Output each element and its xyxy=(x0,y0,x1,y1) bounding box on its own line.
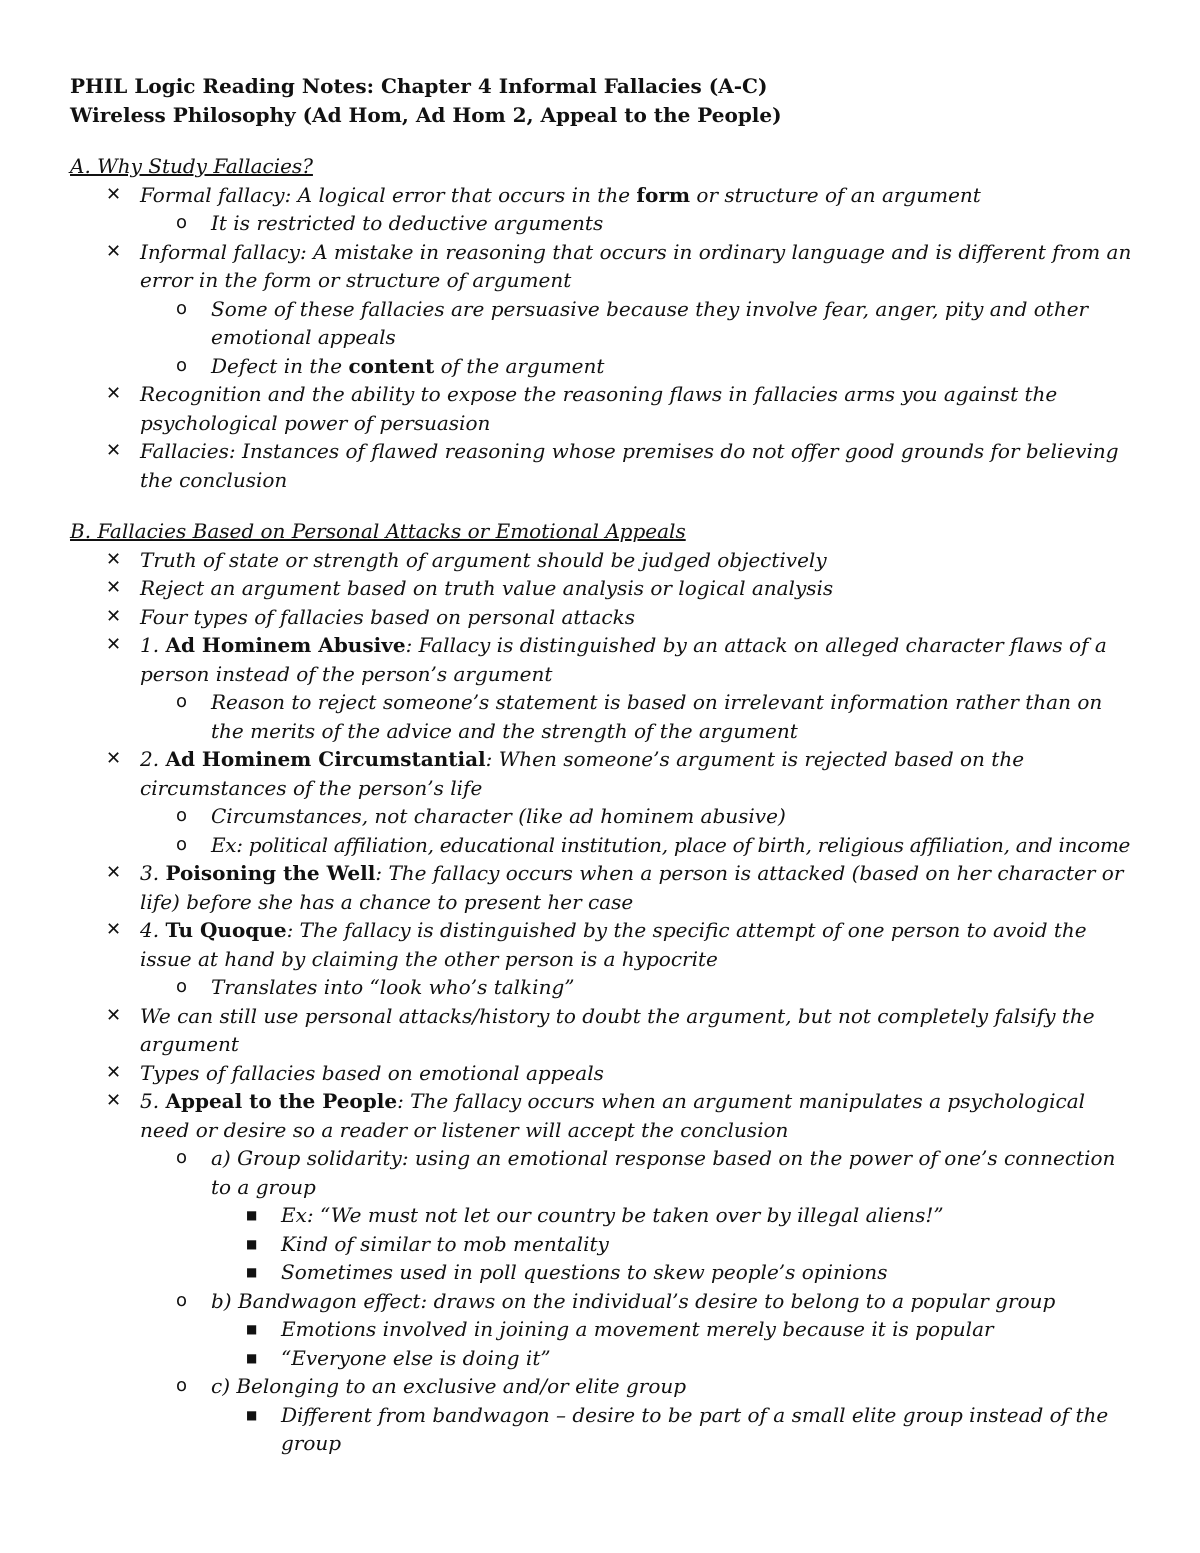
x-bullet-icon: ✕ xyxy=(106,634,122,655)
x-bullet-icon: ✕ xyxy=(106,440,122,461)
item-text: Types of fallacies based on emotional appeals xyxy=(140,1060,604,1085)
list-item xyxy=(70,1059,1135,1088)
fallacy-name: Tu Quoque xyxy=(165,918,287,942)
circle-bullet-icon: o xyxy=(176,976,188,997)
list-sub-item xyxy=(70,1144,1135,1201)
item-text: Reason to reject someone’s statement is based on irrelevant information rather than on the merits of the advice and the strength of the argument xyxy=(211,690,1103,743)
circle-bullet-icon: o xyxy=(176,1375,188,1396)
square-bullet-icon: ■ xyxy=(246,1350,258,1365)
title-line-2: Wireless Philosophy (Ad Hom, Ad Hom 2, Appeal to the People) xyxy=(70,102,782,127)
x-bullet-icon: ✕ xyxy=(106,548,122,570)
list-item xyxy=(70,859,1135,916)
section-why-study-fallacies xyxy=(70,152,1135,494)
fallacy-name: Appeal to the People xyxy=(165,1089,398,1113)
fallacy-name: Ad Hominem Circumstantial xyxy=(165,747,486,771)
item-text: b) Bandwagon effect: draws on the individual’s desire to belong to a popular group xyxy=(211,1288,1056,1313)
title-line-1: PHIL Logic Reading Notes: Chapter 4 Informal Fallacies (A-C) xyxy=(70,74,768,98)
list-item xyxy=(70,238,1135,295)
list-sub-sub-item xyxy=(70,1258,1135,1287)
list-sub-item xyxy=(70,831,1135,860)
list-item xyxy=(70,181,1135,210)
list-item xyxy=(70,916,1135,973)
item-text: or structure of an argument xyxy=(690,182,981,207)
item-number: 2. xyxy=(140,747,166,771)
item-text: of the argument xyxy=(434,353,605,378)
item-text: Recognition and the ability to expose the reasoning flaws in fallacies arms you against the psychological power of persuasion xyxy=(140,382,1058,435)
list-item xyxy=(70,1087,1135,1144)
circle-bullet-icon: o xyxy=(176,212,188,233)
circle-bullet-icon: o xyxy=(176,354,188,376)
document-title xyxy=(70,72,1150,129)
list-item xyxy=(70,437,1135,494)
item-number: 1. xyxy=(140,633,166,657)
circle-bullet-icon: o xyxy=(176,691,188,712)
list-sub-item xyxy=(70,352,1135,381)
list-sub-sub-item xyxy=(70,1201,1135,1230)
x-bullet-icon: ✕ xyxy=(106,383,122,404)
list-sub-item xyxy=(70,688,1135,745)
item-text: : The fallacy occurs when an argument manipulates a psychological need or desire so a reader or listener will accept the conclusion xyxy=(140,1089,1086,1142)
item-text: Truth of state or strength of argument should be judged objectively xyxy=(140,547,827,572)
section-heading: B. Fallacies Based on Personal Attacks or Emotional Appeals xyxy=(70,519,686,543)
x-bullet-icon: ✕ xyxy=(106,748,122,769)
section-heading: A. Why Study Fallacies? xyxy=(70,154,313,178)
list-item xyxy=(70,574,1135,603)
square-bullet-icon: ■ xyxy=(246,1265,258,1279)
circle-bullet-icon: o xyxy=(176,1289,188,1311)
item-text: Ex: political affiliation, educational institution, place of birth, religious affiliation, and income xyxy=(211,832,1131,857)
item-text: : Fallacy is distinguished by an attack on alleged character flaws of a person instead of the person’s argument xyxy=(140,633,1107,686)
item-text: Reject an argument based on truth value analysis or logical analysis xyxy=(140,576,834,600)
item-text: Four types of fallacies based on personal attacks xyxy=(140,604,635,629)
item-text: It is restricted to deductive arguments xyxy=(211,211,604,235)
list-item xyxy=(70,1002,1135,1059)
section-personal-attacks-emotional-appeals xyxy=(70,517,1135,1458)
x-bullet-icon: ✕ xyxy=(106,240,122,262)
x-bullet-icon: ✕ xyxy=(106,183,122,205)
list-item xyxy=(70,745,1135,802)
item-text: Fallacies: Instances of flawed reasoning whose premises do not offer good grounds for believing the conclusion xyxy=(140,439,1119,492)
list-sub-sub-item xyxy=(70,1401,1135,1458)
x-bullet-icon: ✕ xyxy=(106,1061,122,1083)
item-text: Different from bandwagon – desire to be part of a small elite group instead of the group xyxy=(281,1402,1109,1455)
list-sub-sub-item xyxy=(70,1315,1135,1344)
item-text: Informal fallacy: A mistake in reasoning that occurs in ordinary language and is different from an error in the form or structure of argument xyxy=(140,239,1132,292)
list-sub-item xyxy=(70,1287,1135,1316)
circle-bullet-icon: o xyxy=(176,833,187,855)
list-sub-item xyxy=(70,1372,1135,1401)
item-text: Some of these fallacies are persuasive because they involve fear, anger, pity and other emotional appeals xyxy=(211,296,1089,349)
item-text: Defect in the xyxy=(211,353,349,378)
list-sub-item xyxy=(70,209,1135,238)
fallacy-name: Ad Hominem Abusive xyxy=(165,633,406,657)
x-bullet-icon: ✕ xyxy=(106,605,122,627)
item-text: Translates into “look who’s talking” xyxy=(211,975,575,999)
x-bullet-icon: ✕ xyxy=(106,577,122,598)
x-bullet-icon: ✕ xyxy=(106,919,122,940)
item-text: : The fallacy is distinguished by the specific attempt of one person to avoid the issue at hand by claiming the other person is a hypocrite xyxy=(140,918,1087,971)
list-sub-sub-item xyxy=(70,1230,1135,1259)
item-text: c) Belonging to an exclusive and/or elite group xyxy=(211,1374,687,1398)
list-item xyxy=(70,631,1135,688)
item-text: Ex: “We must not let our country be taken over by illegal aliens!” xyxy=(281,1203,944,1227)
item-number: 3. xyxy=(140,861,166,885)
item-text: We can still use personal attacks/history to doubt the argument, but not completely falsify the argument xyxy=(140,1003,1095,1056)
item-text: Kind of similar to mob mentality xyxy=(281,1231,609,1256)
item-text: Emotions involved in joining a movement merely because it is popular xyxy=(281,1317,994,1341)
item-text: : The fallacy occurs when a person is attacked (based on her character or life) before she has a chance to present her case xyxy=(140,861,1124,914)
square-bullet-icon: ■ xyxy=(246,1236,258,1251)
circle-bullet-icon: o xyxy=(176,1147,188,1168)
circle-bullet-icon: o xyxy=(176,297,188,319)
item-text: Sometimes used in poll questions to skew people’s opinions xyxy=(281,1260,888,1284)
item-number: 5. xyxy=(140,1089,166,1113)
item-text: “Everyone else is doing it” xyxy=(281,1345,551,1370)
list-item xyxy=(70,380,1135,437)
item-text: : When someone’s argument is rejected based on the circumstances of the person’s life xyxy=(140,747,1025,800)
emphasis-term: form xyxy=(636,182,691,207)
fallacy-name: Poisoning the Well xyxy=(165,861,376,885)
square-bullet-icon: ■ xyxy=(246,1407,258,1422)
list-item xyxy=(70,603,1135,632)
item-number: 4. xyxy=(140,918,166,942)
square-bullet-icon: ■ xyxy=(246,1208,258,1222)
emphasis-term: content xyxy=(348,353,435,378)
item-text: a) Group solidarity: using an emotional response based on the power of one’s connection to a group xyxy=(211,1146,1116,1199)
item-text: Formal fallacy: A logical error that occurs in the xyxy=(140,182,637,207)
list-sub-item xyxy=(70,802,1135,831)
x-bullet-icon: ✕ xyxy=(106,1090,122,1111)
circle-bullet-icon: o xyxy=(176,805,188,826)
x-bullet-icon: ✕ xyxy=(106,862,122,883)
list-sub-sub-item xyxy=(70,1344,1135,1373)
list-sub-item xyxy=(70,973,1135,1002)
item-text: Circumstances, not character (like ad hominem abusive) xyxy=(211,804,786,828)
list-item xyxy=(70,546,1135,575)
square-bullet-icon: ■ xyxy=(246,1322,258,1336)
list-sub-item xyxy=(70,295,1135,352)
x-bullet-icon: ✕ xyxy=(106,1004,122,1026)
